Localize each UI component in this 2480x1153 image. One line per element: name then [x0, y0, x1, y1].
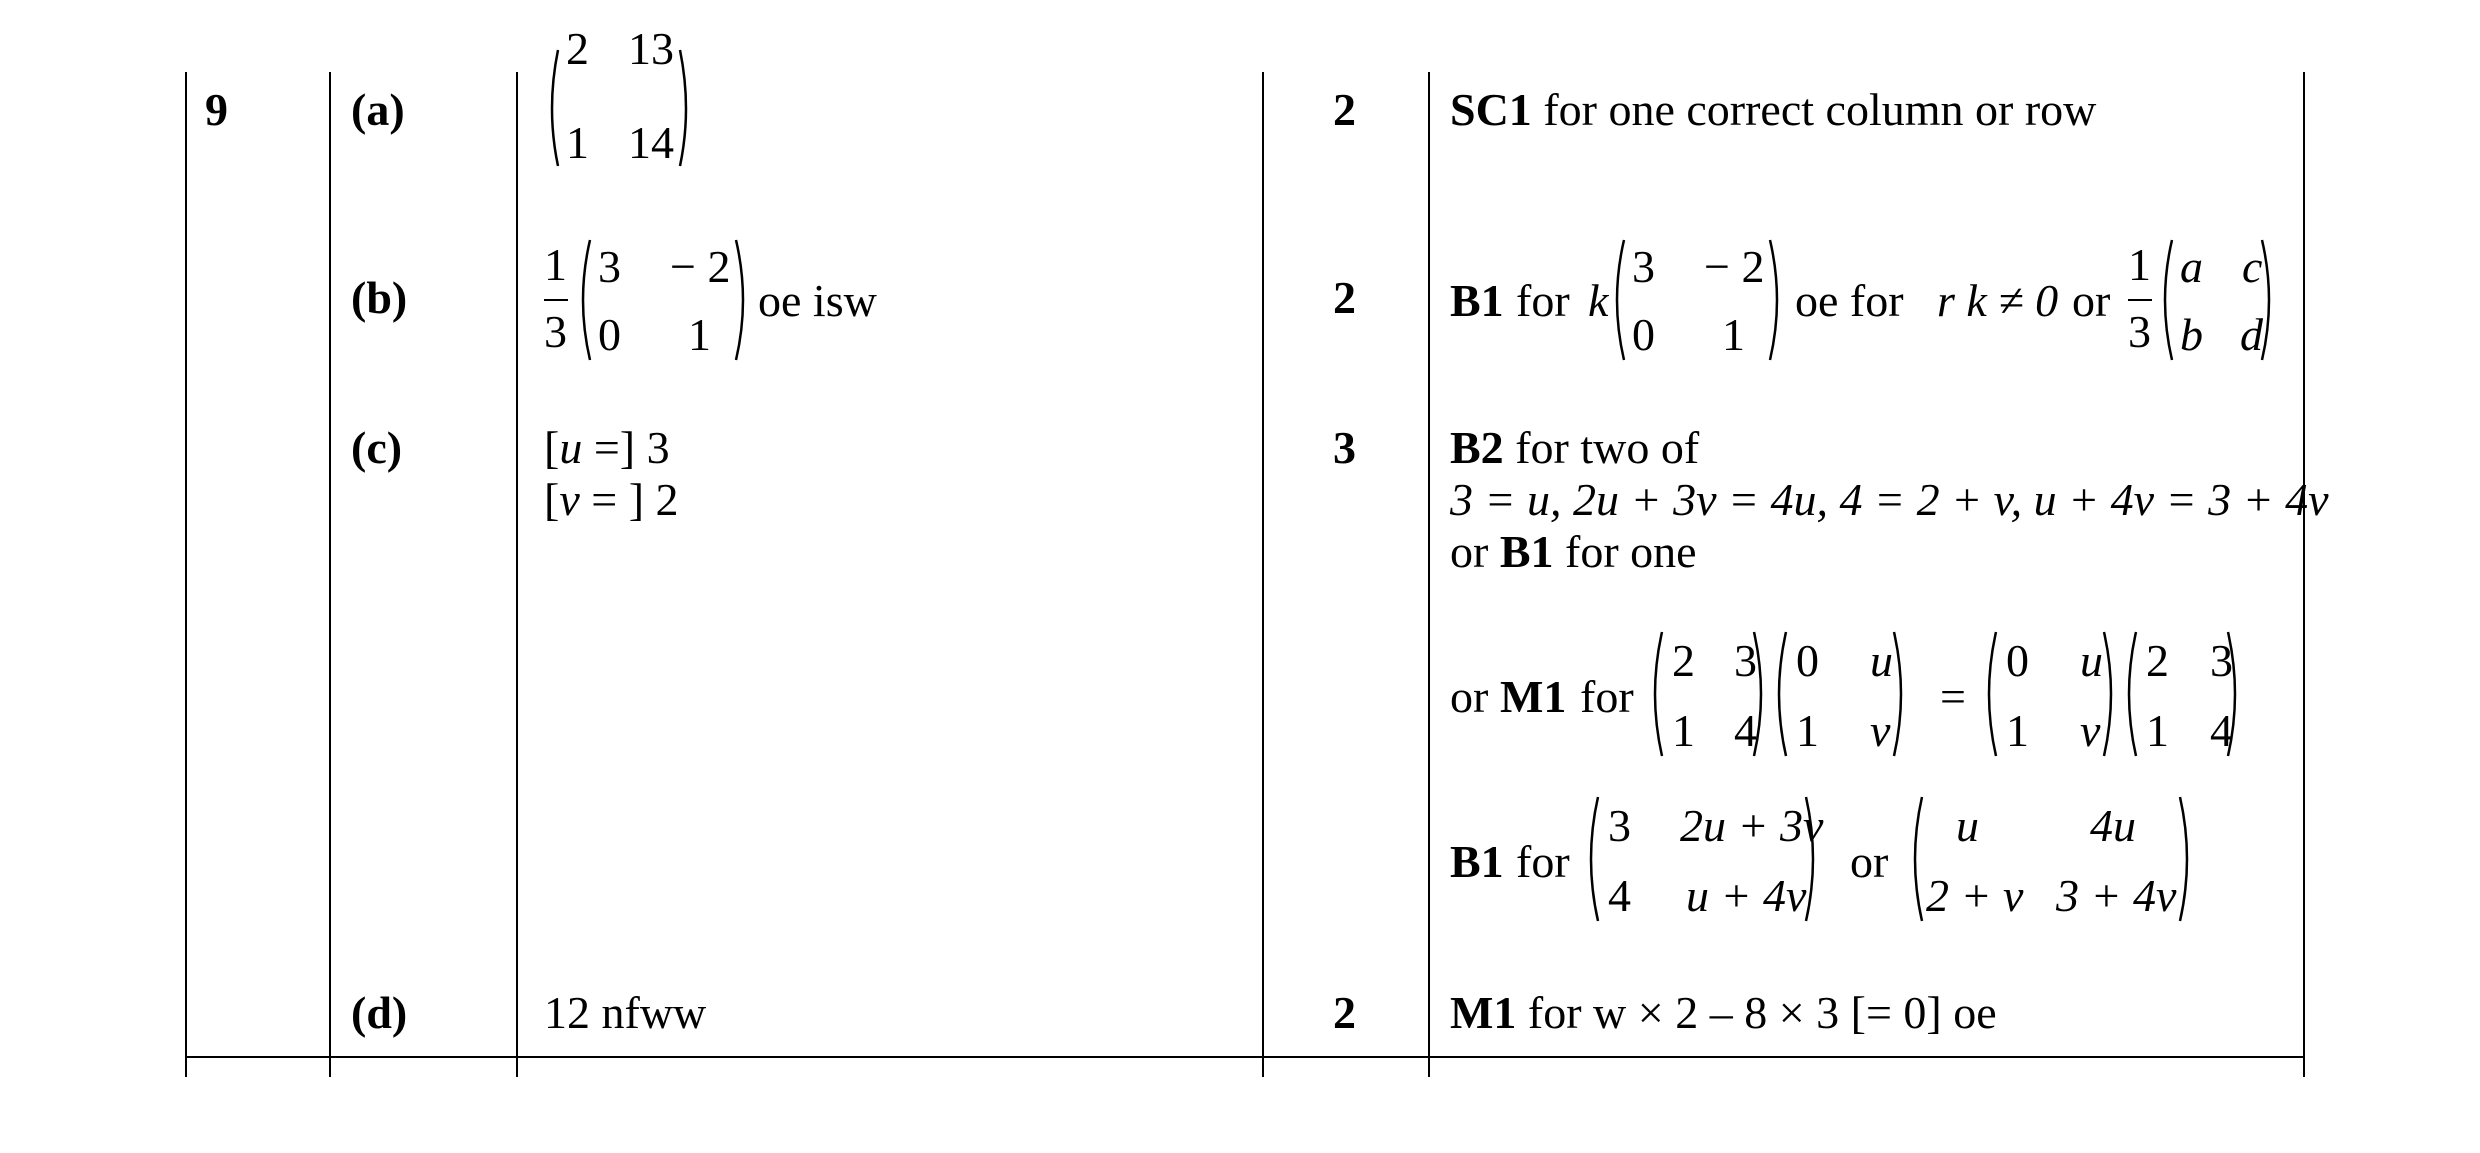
- part-c-b1b-11: u: [1956, 800, 1979, 851]
- part-c-m1d-22: 4: [2210, 705, 2233, 756]
- part-b-m21: 0: [598, 309, 621, 360]
- part-c-marks: 3: [1333, 422, 1356, 473]
- part-b-g-m12: − 2: [1704, 241, 1765, 292]
- part-a-guidance: [1450, 84, 2097, 135]
- part-a-guidance-code: SC1: [1450, 84, 1532, 135]
- table-divider-marks: [1262, 72, 1264, 1077]
- part-c-line1-text: for two of: [1515, 422, 1700, 473]
- part-b-g-m21: 0: [1632, 309, 1655, 360]
- part-b-m12: − 2: [670, 241, 731, 292]
- part-b-answer-suffix: oe isw: [758, 275, 877, 326]
- part-c-b1a-12: 2u + 3v: [1680, 800, 1824, 851]
- part-c-b1b-22: 3 + 4v: [2056, 870, 2177, 921]
- part-a-guidance-text: for one correct column or row: [1543, 84, 2097, 135]
- part-b-g-frac-den: 3: [2128, 306, 2151, 357]
- part-c-b1b-21: 2 + v: [1926, 870, 2024, 921]
- table-bottom-border: [185, 1056, 2305, 1058]
- part-b-g2-m12: c: [2242, 241, 2263, 292]
- part-c-line3-or: or: [1450, 526, 1489, 577]
- part-b-g-frac-num: 1: [2128, 239, 2151, 290]
- part-d-guidance-text: for w × 2 – 8 × 3 [= 0] oe: [1527, 987, 1997, 1038]
- part-b-g2-m21: b: [2180, 309, 2203, 360]
- table-divider-answer: [516, 72, 518, 1077]
- part-c-label: (c): [351, 422, 403, 473]
- part-b-guidance-code: B1: [1450, 275, 1504, 326]
- part-b-guidance-k: k: [1588, 275, 1609, 326]
- part-c-answer-u: [544, 422, 670, 473]
- part-b-label: (b): [351, 272, 408, 323]
- part-b-g-frac-bar: [2128, 299, 2152, 301]
- part-d-guidance-code: M1: [1450, 987, 1517, 1038]
- part-d-answer: 12 nfww: [544, 987, 707, 1038]
- table-divider-part: [329, 72, 331, 1077]
- part-b-answer: [544, 238, 904, 363]
- part-c-m1b-11: 0: [1796, 635, 1819, 686]
- part-b-guidance-for: for: [1516, 275, 1570, 326]
- part-b-guidance-mid: oe for: [1795, 275, 1904, 326]
- part-c-b1-code: B1: [1450, 836, 1504, 887]
- part-b-guidance-or: or: [2072, 275, 2111, 326]
- part-b-m11: 3: [598, 241, 621, 292]
- part-c-b1a-22: u + 4v: [1686, 870, 1807, 921]
- part-c-u-rest: =] 3: [582, 422, 670, 473]
- part-c-guidance-line1: [1450, 422, 1700, 473]
- part-b-g-m11: 3: [1632, 241, 1655, 292]
- part-c-m1d-11: 2: [2146, 635, 2169, 686]
- part-c-guidance-line2: 3 = u, 2u + 3v = 4u, 4 = 2 + v, u + 4v = 3 + 4v: [1450, 474, 2329, 525]
- part-c-m1-for: for: [1580, 671, 1634, 722]
- part-c-u-open: [: [544, 422, 560, 473]
- part-b-g2-m11: a: [2180, 241, 2203, 292]
- part-c-m1b-12: u: [1870, 635, 1893, 686]
- part-a-label: (a): [351, 84, 405, 135]
- part-a-m22: 14: [628, 117, 674, 168]
- part-c-m1a-22: 4: [1734, 705, 1757, 756]
- part-b-g2-m22: d: [2240, 309, 2263, 360]
- part-c-m1a-12: 3: [1734, 635, 1757, 686]
- part-d-label: (d): [351, 987, 408, 1038]
- part-c-line3-text: for one: [1565, 526, 1697, 577]
- part-b-frac-den: 3: [544, 306, 567, 357]
- part-d-guidance: [1450, 987, 1997, 1038]
- part-c-m1-code: M1: [1500, 671, 1567, 722]
- part-c-m1d-21: 1: [2146, 705, 2169, 756]
- table-divider-guidance: [1428, 72, 1430, 1077]
- part-c-m1c-22: v: [2080, 705, 2101, 756]
- part-c-m1c-11: 0: [2006, 635, 2029, 686]
- part-c-b1a-21: 4: [1608, 870, 1631, 921]
- part-c-u-var: u: [559, 422, 583, 473]
- part-c-m1a-11: 2: [1672, 635, 1695, 686]
- part-d-marks: 2: [1333, 987, 1356, 1038]
- part-b-m22: 1: [688, 309, 711, 360]
- part-c-guidance-line3: [1450, 526, 1697, 577]
- part-a-m11: 2: [566, 23, 589, 74]
- part-b-frac-bar: [544, 299, 568, 301]
- part-c-b1a-11: 3: [1608, 800, 1631, 851]
- part-b-g-m22: 1: [1722, 309, 1745, 360]
- table-border-right: [2303, 72, 2305, 1077]
- part-c-m1d-12: 3: [2210, 635, 2233, 686]
- part-a-m21: 1: [566, 117, 589, 168]
- part-c-m1-equation: [1450, 630, 2290, 760]
- part-b-guidance-cond: r k ≠ 0: [1937, 275, 2059, 326]
- part-c-b1-expression: [1450, 795, 2290, 925]
- part-c-line1-code: B2: [1450, 422, 1504, 473]
- part-c-answer-v: [544, 474, 679, 525]
- part-c-m1c-12: u: [2080, 635, 2103, 686]
- table-border-left: [185, 72, 187, 1077]
- part-c-line3-code: B1: [1499, 526, 1554, 577]
- part-c-m1-equals: =: [1940, 671, 1966, 722]
- part-b-guidance: [1450, 238, 2290, 363]
- part-c-m1c-21: 1: [2006, 705, 2029, 756]
- part-c-b1b-12: 4u: [2090, 800, 2136, 851]
- part-c-m1b-22: v: [1870, 705, 1891, 756]
- part-b-marks: 2: [1333, 272, 1356, 323]
- part-c-v-var: v: [559, 474, 580, 525]
- part-a-answer-matrix: [544, 23, 694, 168]
- part-a-m12: 13: [628, 23, 674, 74]
- question-number: 9: [205, 84, 228, 135]
- part-b-frac-num: 1: [544, 239, 567, 290]
- part-c-m1-or: or: [1450, 671, 1489, 722]
- part-a-marks: 2: [1333, 84, 1356, 135]
- part-c-m1a-21: 1: [1672, 705, 1695, 756]
- part-c-v-open: [: [544, 474, 560, 525]
- part-c-b1-or: or: [1850, 836, 1889, 887]
- part-c-m1b-21: 1: [1796, 705, 1819, 756]
- part-c-v-rest: = ] 2: [579, 474, 679, 525]
- part-c-b1-for: for: [1516, 836, 1570, 887]
